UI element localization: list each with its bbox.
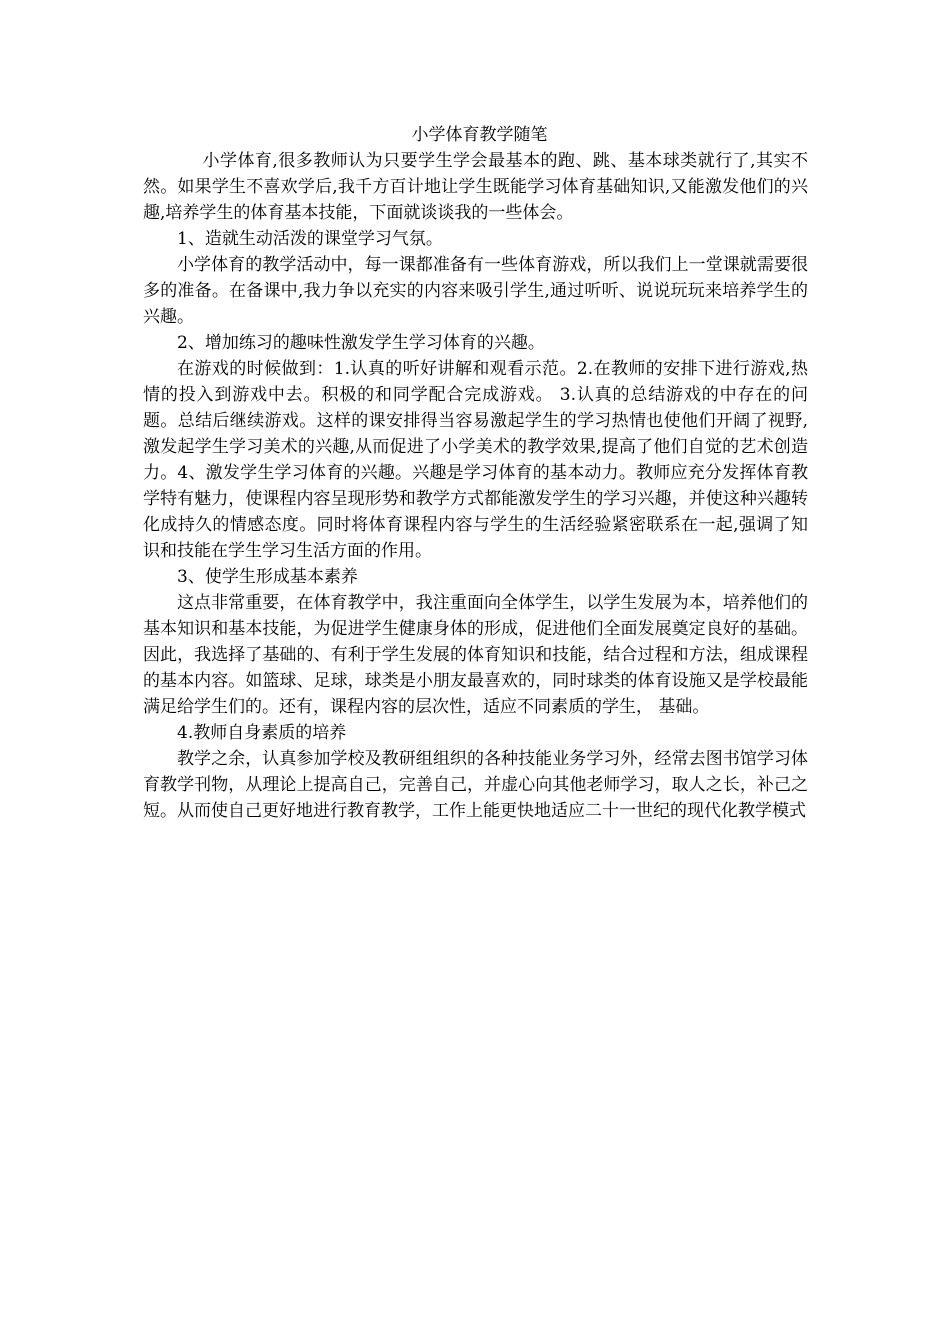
section-1-heading: 1、造就生动活泼的课堂学习气氛。 bbox=[177, 229, 443, 249]
section-3-heading: 3、使学生形成基本素养 bbox=[177, 567, 358, 587]
document-title: 小学体育教学随笔 bbox=[411, 125, 548, 145]
section-3-body: 这点非常重要，在体育教学中，我注重面向全体学生，以学生发展为本，培养他们的基本知识和基本技能，为促进学生健康身体的形成，促进他们全面发展奠定良好的基础。因此，我选择了基础的、有利于学生发展的体育知识和技能，结合过程和方法，组成课程的基本内容。如篮球、足球，球类是小朋友最喜欢的，同时球类的体育设施又是学校最能满足给学生们的。还有，课程内容的层次性，适应不同素质的学生， 基础。 bbox=[143, 593, 808, 717]
section-4-heading: 4.教师自身素质的培养 bbox=[177, 723, 347, 743]
section-4-body: 教学之余，认真参加学校及教研组组织的各种技能业务学习外，经常去图书馆学习体育教学刊物，从理论上提高自己，完善自己，并虚心向其他老师学习，取人之长，补己之短。从而使自己更好地进行教育教学，工作上能更快地适应二十一世纪的现代化教学模式 bbox=[143, 749, 808, 821]
intro-paragraph: 小学体育,很多教师认为只要学生学会最基本的跑、跳、基本球类就行了,其实不然。如果学生不喜欢学后,我千方百计地让学生既能学习体育基础知识,又能激发他们的兴趣,培养学生的体育基本技能，下面就谈谈我的一些体会。 bbox=[143, 151, 808, 223]
section-1-body: 小学体育的教学活动中，每一课都准备有一些体育游戏，所以我们上一堂课就需要很多的准备。在备课中,我力争以充实的内容来吸引学生,通过听听、说说玩玩来培养学生的兴趣。 bbox=[143, 255, 808, 327]
section-2-heading: 2、增加练习的趣味性激发学生学习体育的兴趣。 bbox=[177, 333, 545, 353]
document-page bbox=[143, 122, 808, 824]
section-2-body: 在游戏的时候做到：1.认真的听好讲解和观看示范。2.在教师的安排下进行游戏,热情的投入到游戏中去。积极的和同学配合完成游戏。 3.认真的总结游戏的中存在的问题。总结后继续游戏。这样的课安排得当容易激起学生的学习热情也使他们开阔了视野,激发起学生学习美术的兴趣,从而促进了小学美术的教学效果,提高了他们自觉的艺术创造力。4、激发学生学习体育的兴趣。兴趣是学习体育的基本动力。教师应充分发挥体育教学特有魅力，使课程内容呈现形势和教学方式都能激发学生的学习兴趣，并使这种兴趣转化成持久的情感态度。同时将体育课程内容与学生的生活经验紧密联系在一起,强调了知识和技能在学生学习生活方面的作用。 bbox=[143, 359, 808, 561]
